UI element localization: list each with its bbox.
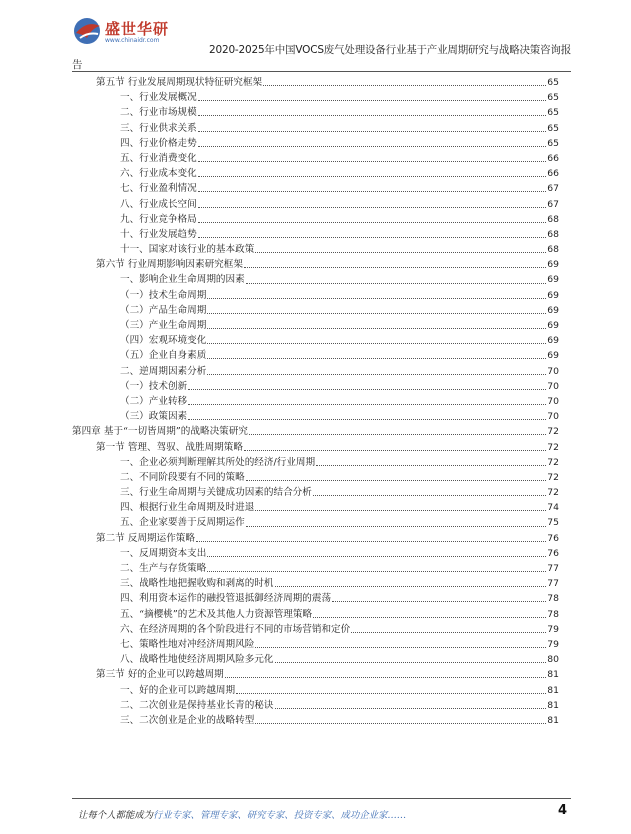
toc-entry-label: 第三节 好的企业可以跨越周期 — [96, 669, 224, 681]
toc-entry-page: 67 — [547, 183, 559, 195]
toc-entry-page: 68 — [547, 244, 559, 256]
toc-entry-label: 三、行业生命周期与关键成功因素的结合分析 — [120, 487, 312, 499]
toc-leader-dots — [198, 237, 547, 238]
toc-entry-page: 77 — [547, 563, 559, 574]
toc-entry[interactable] — [72, 409, 559, 424]
toc-entry-label: （三）产业生命周期 — [120, 320, 207, 331]
toc-entry-page: 81 — [547, 669, 559, 681]
logo-url: www.chinaidr.com — [105, 37, 160, 44]
toc-entry-label: 第一节 管理、驾驭、战胜周期策略 — [96, 441, 243, 453]
toc-entry-page: 70 — [547, 411, 559, 423]
toc-entry-label: （一）技术生命周期 — [120, 289, 207, 301]
toc-leader-dots — [255, 723, 546, 724]
toc-entry[interactable] — [72, 181, 559, 196]
toc-entry-label: 二、逆周期因素分析 — [120, 365, 207, 377]
toc-entry-page: 65 — [547, 107, 559, 119]
toc-entry-page: 72 — [547, 471, 559, 483]
toc-entry-page: 81 — [547, 684, 559, 696]
toc-entry-page: 77 — [547, 578, 559, 590]
toc-entry[interactable] — [72, 607, 559, 622]
toc-entry-page: 70 — [547, 395, 559, 407]
toc-entry[interactable] — [72, 531, 559, 546]
toc-entry[interactable] — [72, 546, 559, 561]
toc-leader-dots — [246, 283, 547, 284]
toc-entry[interactable] — [72, 576, 559, 591]
toc-entry-page: 72 — [547, 441, 559, 453]
toc-entry-page: 69 — [547, 320, 559, 331]
toc-entry-label: 二、行业市场规模 — [120, 107, 197, 119]
toc-entry-label: 第五节 行业发展周期现状特征研究框架 — [96, 77, 263, 88]
toc-entry[interactable] — [72, 333, 559, 348]
toc-leader-dots — [207, 343, 546, 344]
toc-entry-label: 第六节 行业周期影响因素研究框架 — [96, 259, 243, 271]
toc-entry[interactable] — [72, 288, 559, 303]
toc-entry-page: 65 — [547, 122, 559, 134]
toc-entry[interactable] — [72, 637, 559, 652]
header-divider — [72, 71, 571, 72]
toc-entry[interactable] — [72, 455, 559, 470]
logo-emblem-icon — [72, 16, 104, 46]
toc-leader-dots — [198, 146, 547, 147]
toc-entry-label: 五、企业家要善于反周期运作 — [120, 517, 245, 529]
toc-entry-page: 75 — [547, 517, 559, 529]
toc-entry[interactable] — [72, 212, 559, 227]
toc-entry[interactable] — [72, 90, 559, 105]
toc-entry[interactable] — [72, 591, 559, 606]
report-title-continuation: 告 — [72, 59, 83, 71]
toc-leader-dots — [249, 434, 546, 435]
toc-entry-label: 二、不同阶段要有不同的策略 — [120, 471, 245, 483]
toc-entry-page: 65 — [547, 77, 559, 88]
toc-entry[interactable] — [72, 394, 559, 409]
toc-leader-dots — [275, 586, 547, 587]
toc-entry[interactable] — [72, 242, 559, 257]
toc-entry-page: 72 — [547, 456, 559, 468]
toc-leader-dots — [198, 176, 547, 177]
toc-leader-dots — [207, 313, 546, 314]
toc-entry-page: 66 — [547, 152, 559, 164]
logo-name: 盛世华研 — [105, 20, 170, 38]
toc-leader-dots — [188, 404, 546, 405]
toc-leader-dots — [196, 541, 546, 542]
toc-leader-dots — [188, 419, 546, 420]
toc-entry[interactable] — [72, 470, 559, 485]
toc-entry-label: 九、行业竞争格局 — [120, 213, 197, 225]
toc-leader-dots — [198, 207, 547, 208]
toc-leader-dots — [244, 450, 546, 451]
toc-entry-label: 一、企业必须判断理解其所处的经济/行业周期 — [120, 456, 316, 468]
toc-entry-label: 五、“摘樱桃”的艺术及其他人力资源管理策略 — [120, 608, 313, 620]
toc-leader-dots — [255, 510, 546, 511]
toc-entry-label: 一、行业发展概况 — [120, 92, 197, 104]
company-logo — [72, 14, 182, 50]
toc-entry-label: 八、战略性地使经济周期风险多元化 — [120, 654, 274, 666]
toc-entry[interactable] — [72, 272, 559, 287]
toc-entry-page: 72 — [547, 487, 559, 499]
toc-leader-dots — [313, 495, 546, 496]
toc-leader-dots — [255, 647, 546, 648]
toc-entry[interactable] — [72, 136, 559, 151]
toc-entry-label: （四）宏观环境变化 — [120, 335, 207, 347]
toc-leader-dots — [244, 267, 546, 268]
page-number: 4 — [557, 803, 567, 818]
toc-entry-page: 69 — [547, 335, 559, 347]
toc-entry-page: 76 — [547, 547, 559, 559]
toc-entry-page: 78 — [547, 593, 559, 605]
toc-leader-dots — [255, 252, 546, 253]
toc-entry[interactable] — [72, 515, 559, 530]
toc-entry[interactable] — [72, 121, 559, 136]
toc-entry-label: 三、二次创业是企业的战略转型 — [120, 714, 255, 726]
toc-leader-dots — [198, 222, 547, 223]
toc-leader-dots — [198, 115, 547, 116]
toc-entry-label: 一、影响企业生命周期的因素 — [120, 274, 245, 286]
toc-leader-dots — [207, 328, 546, 329]
toc-entry-page: 65 — [547, 92, 559, 104]
toc-leader-dots — [263, 85, 546, 86]
toc-entry-label: 六、在经济周期的各个阶段进行不同的市场营销和定价 — [120, 623, 351, 635]
toc-leader-dots — [207, 374, 546, 375]
toc-entry-label: 六、行业成本变化 — [120, 168, 197, 180]
toc-entry-page: 70 — [547, 380, 559, 392]
toc-leader-dots — [246, 526, 547, 527]
toc-entry-label: 四、利用资本运作的融投管退抵御经济周期的震荡 — [120, 593, 332, 605]
toc-entry-page: 76 — [547, 532, 559, 544]
toc-leader-dots — [198, 131, 547, 132]
toc-entry[interactable] — [72, 652, 559, 667]
toc-entry-page: 69 — [547, 274, 559, 286]
toc-entry[interactable] — [72, 303, 559, 318]
toc-entry-label: 第四章 基于“一切皆周期”的战略决策研究 — [72, 426, 248, 438]
toc-entry-page: 80 — [547, 654, 559, 666]
footer-slogan-prefix: 让每个人都能成为 — [78, 810, 154, 821]
toc-entry-label: 七、行业盈利情况 — [120, 183, 197, 195]
toc-entry-label: 八、行业成长空间 — [120, 198, 197, 210]
toc-entry[interactable] — [72, 348, 559, 363]
toc-entry-page: 67 — [547, 198, 559, 210]
toc-entry-page: 72 — [547, 426, 559, 438]
footer-slogan-roles: 行业专家、管理专家、研究专家、投资专家、成功企业家…… — [153, 810, 407, 821]
toc-entry-page: 69 — [547, 304, 559, 316]
toc-entry-page: 65 — [547, 137, 559, 149]
toc-entry[interactable] — [72, 561, 559, 576]
toc-entry-label: 一、好的企业可以跨越周期 — [120, 684, 236, 696]
toc-entry[interactable] — [72, 197, 559, 212]
toc-entry-page: 68 — [547, 228, 559, 240]
toc-entry-label: 二、二次创业是保持基业长青的秘诀 — [120, 699, 274, 711]
toc-entry[interactable] — [72, 364, 559, 379]
toc-entry-label: 四、行业价格走势 — [120, 137, 197, 149]
table-of-contents — [72, 75, 559, 728]
toc-entry[interactable] — [72, 500, 559, 515]
toc-leader-dots — [207, 571, 546, 572]
toc-leader-dots — [207, 556, 546, 557]
toc-leader-dots — [332, 601, 546, 602]
toc-entry-label: （一）技术创新 — [120, 380, 188, 392]
toc-entry-label: 十一、国家对该行业的基本政策 — [120, 244, 255, 256]
toc-leader-dots — [225, 677, 547, 678]
toc-entry[interactable] — [72, 379, 559, 394]
toc-leader-dots — [275, 708, 547, 709]
toc-entry-page: 81 — [547, 714, 559, 726]
toc-entry[interactable] — [72, 440, 559, 455]
toc-entry[interactable] — [72, 227, 559, 242]
toc-entry-page: 69 — [547, 259, 559, 271]
toc-entry-label: 四、根据行业生命周期及时进退 — [120, 502, 255, 514]
toc-leader-dots — [246, 480, 547, 481]
toc-entry-label: 第二节 反周期运作策略 — [96, 532, 195, 544]
toc-entry[interactable] — [72, 424, 559, 439]
toc-leader-dots — [207, 298, 546, 299]
toc-entry-page: 79 — [547, 623, 559, 635]
page-header — [0, 0, 631, 71]
toc-entry-page: 69 — [547, 350, 559, 362]
toc-entry-page: 74 — [547, 502, 559, 514]
toc-entry-page: 79 — [547, 638, 559, 650]
toc-entry[interactable] — [72, 105, 559, 120]
toc-entry-page: 69 — [547, 289, 559, 301]
toc-entry-label: 十、行业发展趋势 — [120, 228, 197, 240]
toc-entry-page: 81 — [547, 699, 559, 711]
toc-leader-dots — [351, 632, 546, 633]
toc-entry[interactable] — [72, 698, 559, 713]
report-title: 2020-2025年中国VOCS废气处理设备行业基于产业周期研究与战略决策咨询报 — [209, 44, 571, 56]
toc-entry-label: 一、反周期资本支出 — [120, 547, 207, 559]
toc-entry[interactable] — [72, 166, 559, 181]
toc-leader-dots — [316, 465, 546, 466]
toc-leader-dots — [236, 693, 546, 694]
toc-entry-label: 三、战略性地把握收购和剥离的时机 — [120, 578, 274, 590]
toc-entry-label: 七、策略性地对冲经济周期风险 — [120, 638, 255, 650]
toc-entry-page: 66 — [547, 168, 559, 180]
toc-leader-dots — [198, 161, 547, 162]
toc-entry[interactable] — [72, 713, 559, 728]
toc-entry[interactable] — [72, 667, 559, 682]
toc-entry[interactable] — [72, 622, 559, 637]
toc-entry[interactable] — [72, 257, 559, 272]
toc-entry[interactable] — [72, 683, 559, 698]
toc-entry[interactable] — [72, 75, 559, 90]
toc-entry-label: 三、行业供求关系 — [120, 122, 197, 134]
toc-entry[interactable] — [72, 318, 559, 333]
toc-leader-dots — [188, 389, 546, 390]
toc-entry-page: 70 — [547, 365, 559, 377]
toc-leader-dots — [198, 191, 547, 192]
toc-entry-page: 68 — [547, 213, 559, 225]
toc-entry[interactable] — [72, 151, 559, 166]
toc-entry-label: 五、行业消费变化 — [120, 152, 197, 164]
toc-entry-label: 二、生产与存货策略 — [120, 563, 207, 574]
toc-entry-label: （五）企业自身素质 — [120, 350, 207, 362]
toc-leader-dots — [275, 662, 547, 663]
toc-leader-dots — [198, 100, 547, 101]
toc-leader-dots — [313, 617, 546, 618]
toc-entry-label: （二）产业转移 — [120, 395, 188, 407]
toc-leader-dots — [207, 358, 546, 359]
toc-entry-label: （三）政策因素 — [120, 411, 188, 423]
footer-slogan — [78, 807, 406, 821]
toc-entry-label: （二）产品生命周期 — [120, 304, 207, 316]
toc-entry-page: 78 — [547, 608, 559, 620]
toc-entry[interactable] — [72, 485, 559, 500]
footer-divider — [72, 798, 571, 799]
